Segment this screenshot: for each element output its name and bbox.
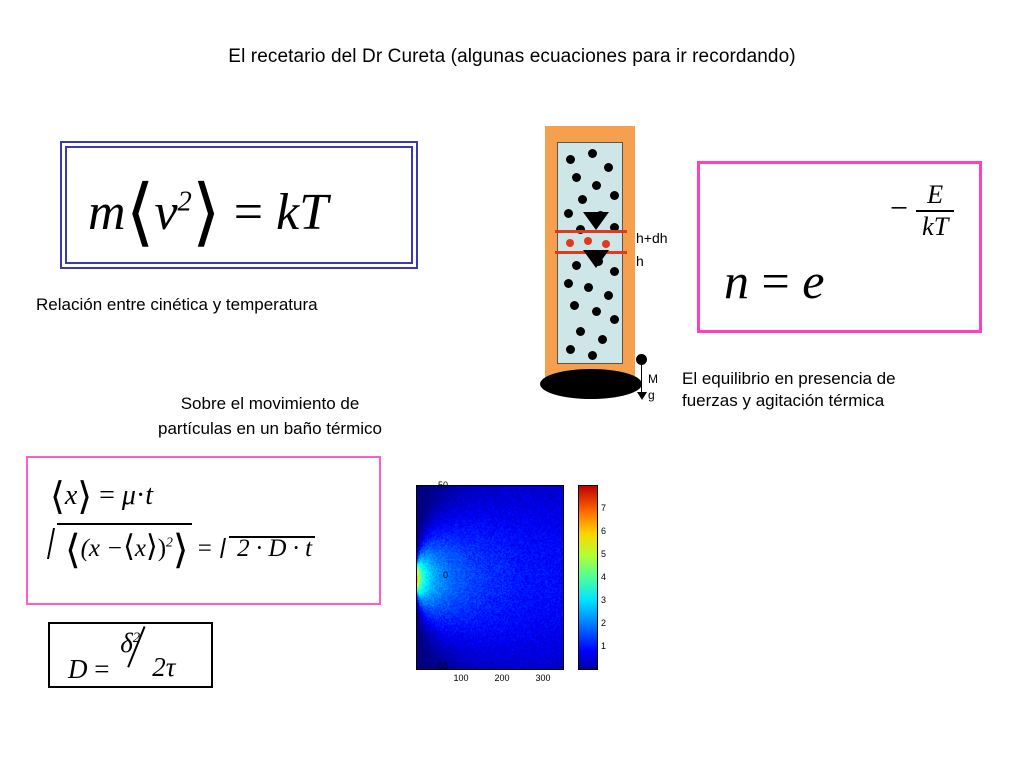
brownian-equation-box <box>26 456 381 605</box>
boltzmann-equation-box <box>697 161 982 333</box>
gas-column-figure <box>540 126 700 426</box>
gas-particle <box>588 149 597 158</box>
gas-particle <box>588 351 597 360</box>
diffusion-D: D <box>68 654 88 684</box>
y-tick-label: 50 <box>437 480 448 490</box>
boltzmann-equation <box>724 253 825 309</box>
gas-particle <box>578 195 587 204</box>
colorbar-tick: 5 <box>601 549 607 559</box>
boltzmann-caption <box>682 368 1012 412</box>
angle-bracket-close: ⟩ <box>172 527 189 573</box>
gas-particle <box>570 301 579 310</box>
boltzmann-equals: = <box>761 253 790 309</box>
brownian-time: t <box>145 480 154 511</box>
diffusion-equation <box>68 628 188 684</box>
gas-particle <box>592 181 601 190</box>
gas-particle <box>584 283 593 292</box>
brownian-mobility: μ <box>121 480 136 511</box>
angle-bracket-open: ⟨ <box>125 169 155 255</box>
kinetic-equation <box>88 167 329 255</box>
kinetic-caption: Relación entre cinética y temperatura <box>36 295 318 314</box>
colorbar-tick: 3 <box>601 595 607 605</box>
label-gravity: g <box>648 388 655 402</box>
brownian-rms-equation <box>46 520 315 573</box>
x-tick-label: 300 <box>535 673 551 683</box>
brownian-mean-equation <box>50 472 154 518</box>
rms-equals: = <box>197 535 212 562</box>
boltzmann-e: e <box>802 253 825 309</box>
page-title: El recetario del Dr Cureta (algunas ecuaciones para ir recordando) <box>228 46 796 67</box>
gas-particle <box>572 261 581 270</box>
brownian-x: x <box>64 480 78 511</box>
kinetic-rhs: kT <box>276 184 329 241</box>
kinetic-mass-symbol: m <box>88 184 126 241</box>
diffusion-exponent: 2 <box>132 630 141 646</box>
gas-particle <box>572 173 581 182</box>
brownian-caption-line1: Sobre el movimiento de <box>180 394 360 413</box>
diffusion-heatmap-figure <box>394 480 624 700</box>
rms-inner-expression: (x − <box>80 535 124 562</box>
kinetic-velocity-symbol: v <box>154 184 178 241</box>
gas-particle <box>610 267 619 276</box>
gas-particle <box>566 345 575 354</box>
boltzmann-exponent <box>890 182 954 240</box>
gas-particle <box>566 155 575 164</box>
upper-marker-triangle <box>583 212 609 230</box>
label-h: h <box>636 253 644 269</box>
y-tick-label: -50 <box>434 661 448 671</box>
kinetic-equation-box <box>60 141 418 269</box>
label-h-plus-dh: h+dh <box>636 230 668 246</box>
diffusion-delta: δ <box>120 628 133 658</box>
label-mass: M <box>648 372 658 386</box>
brownian-equals: = <box>99 480 115 511</box>
gas-particle <box>604 163 613 172</box>
kinetic-exponent: 2 <box>177 186 192 218</box>
lower-marker-triangle <box>583 250 609 268</box>
sqrt-left <box>46 520 192 573</box>
boltzmann-kT: kT <box>922 212 949 242</box>
angle-bracket-open-inner: ⟨ <box>123 529 135 564</box>
brownian-caption-line2: partículas en un baño térmico <box>158 418 382 438</box>
gravity-arrow <box>641 365 642 393</box>
angle-bracket-close: ⟩ <box>77 474 93 518</box>
gas-particle <box>598 335 607 344</box>
colorbar-tick: 6 <box>601 526 607 536</box>
gas-particle <box>564 209 573 218</box>
diffusion-equals: = <box>94 654 110 684</box>
boltzmann-caption-line1: El equilibrio en presencia de <box>682 369 896 388</box>
colorbar-tick: 1 <box>601 641 607 651</box>
brownian-caption <box>80 392 460 441</box>
boltzmann-n: n <box>724 253 749 309</box>
y-tick-label: 0 <box>442 570 448 580</box>
gas-particle <box>576 327 585 336</box>
gas-particle <box>610 191 619 200</box>
boltzmann-caption-line2: fuerzas y agitación térmica <box>682 391 885 411</box>
angle-bracket-close-inner: ⟩ <box>145 529 158 564</box>
gas-particle <box>592 307 601 316</box>
gas-particle <box>610 315 619 324</box>
column-base <box>540 369 642 399</box>
gas-particle <box>604 291 613 300</box>
gas-particle <box>564 279 573 288</box>
x-tick-label: 200 <box>494 673 510 683</box>
brownian-dot: · <box>135 480 146 511</box>
angle-bracket-open: ⟨ <box>65 527 81 573</box>
rms-x: x <box>134 535 146 562</box>
kinetic-equals: = <box>233 184 264 241</box>
rms-close-paren: ) <box>157 535 167 562</box>
colorbar-tick: 2 <box>601 618 607 628</box>
angle-bracket-close: ⟩ <box>191 169 221 255</box>
x-tick-label: 100 <box>453 673 469 683</box>
colorbar-tick: 4 <box>601 572 607 582</box>
sqrt-right <box>218 533 315 561</box>
boltzmann-energy: E <box>916 182 954 212</box>
boltzmann-fraction <box>916 182 954 240</box>
colorbar <box>578 485 598 670</box>
mass-particle <box>636 354 647 365</box>
angle-bracket-open: ⟨ <box>50 474 65 518</box>
colorbar-tick: 7 <box>601 503 607 513</box>
diffusion-denominator: 2τ <box>152 652 176 682</box>
diffusion-equation-box <box>48 622 213 688</box>
rms-exponent: 2 <box>166 534 173 550</box>
boltzmann-minus: − <box>890 189 909 226</box>
rms-rhs-inner: 2 · D · t <box>237 535 313 562</box>
